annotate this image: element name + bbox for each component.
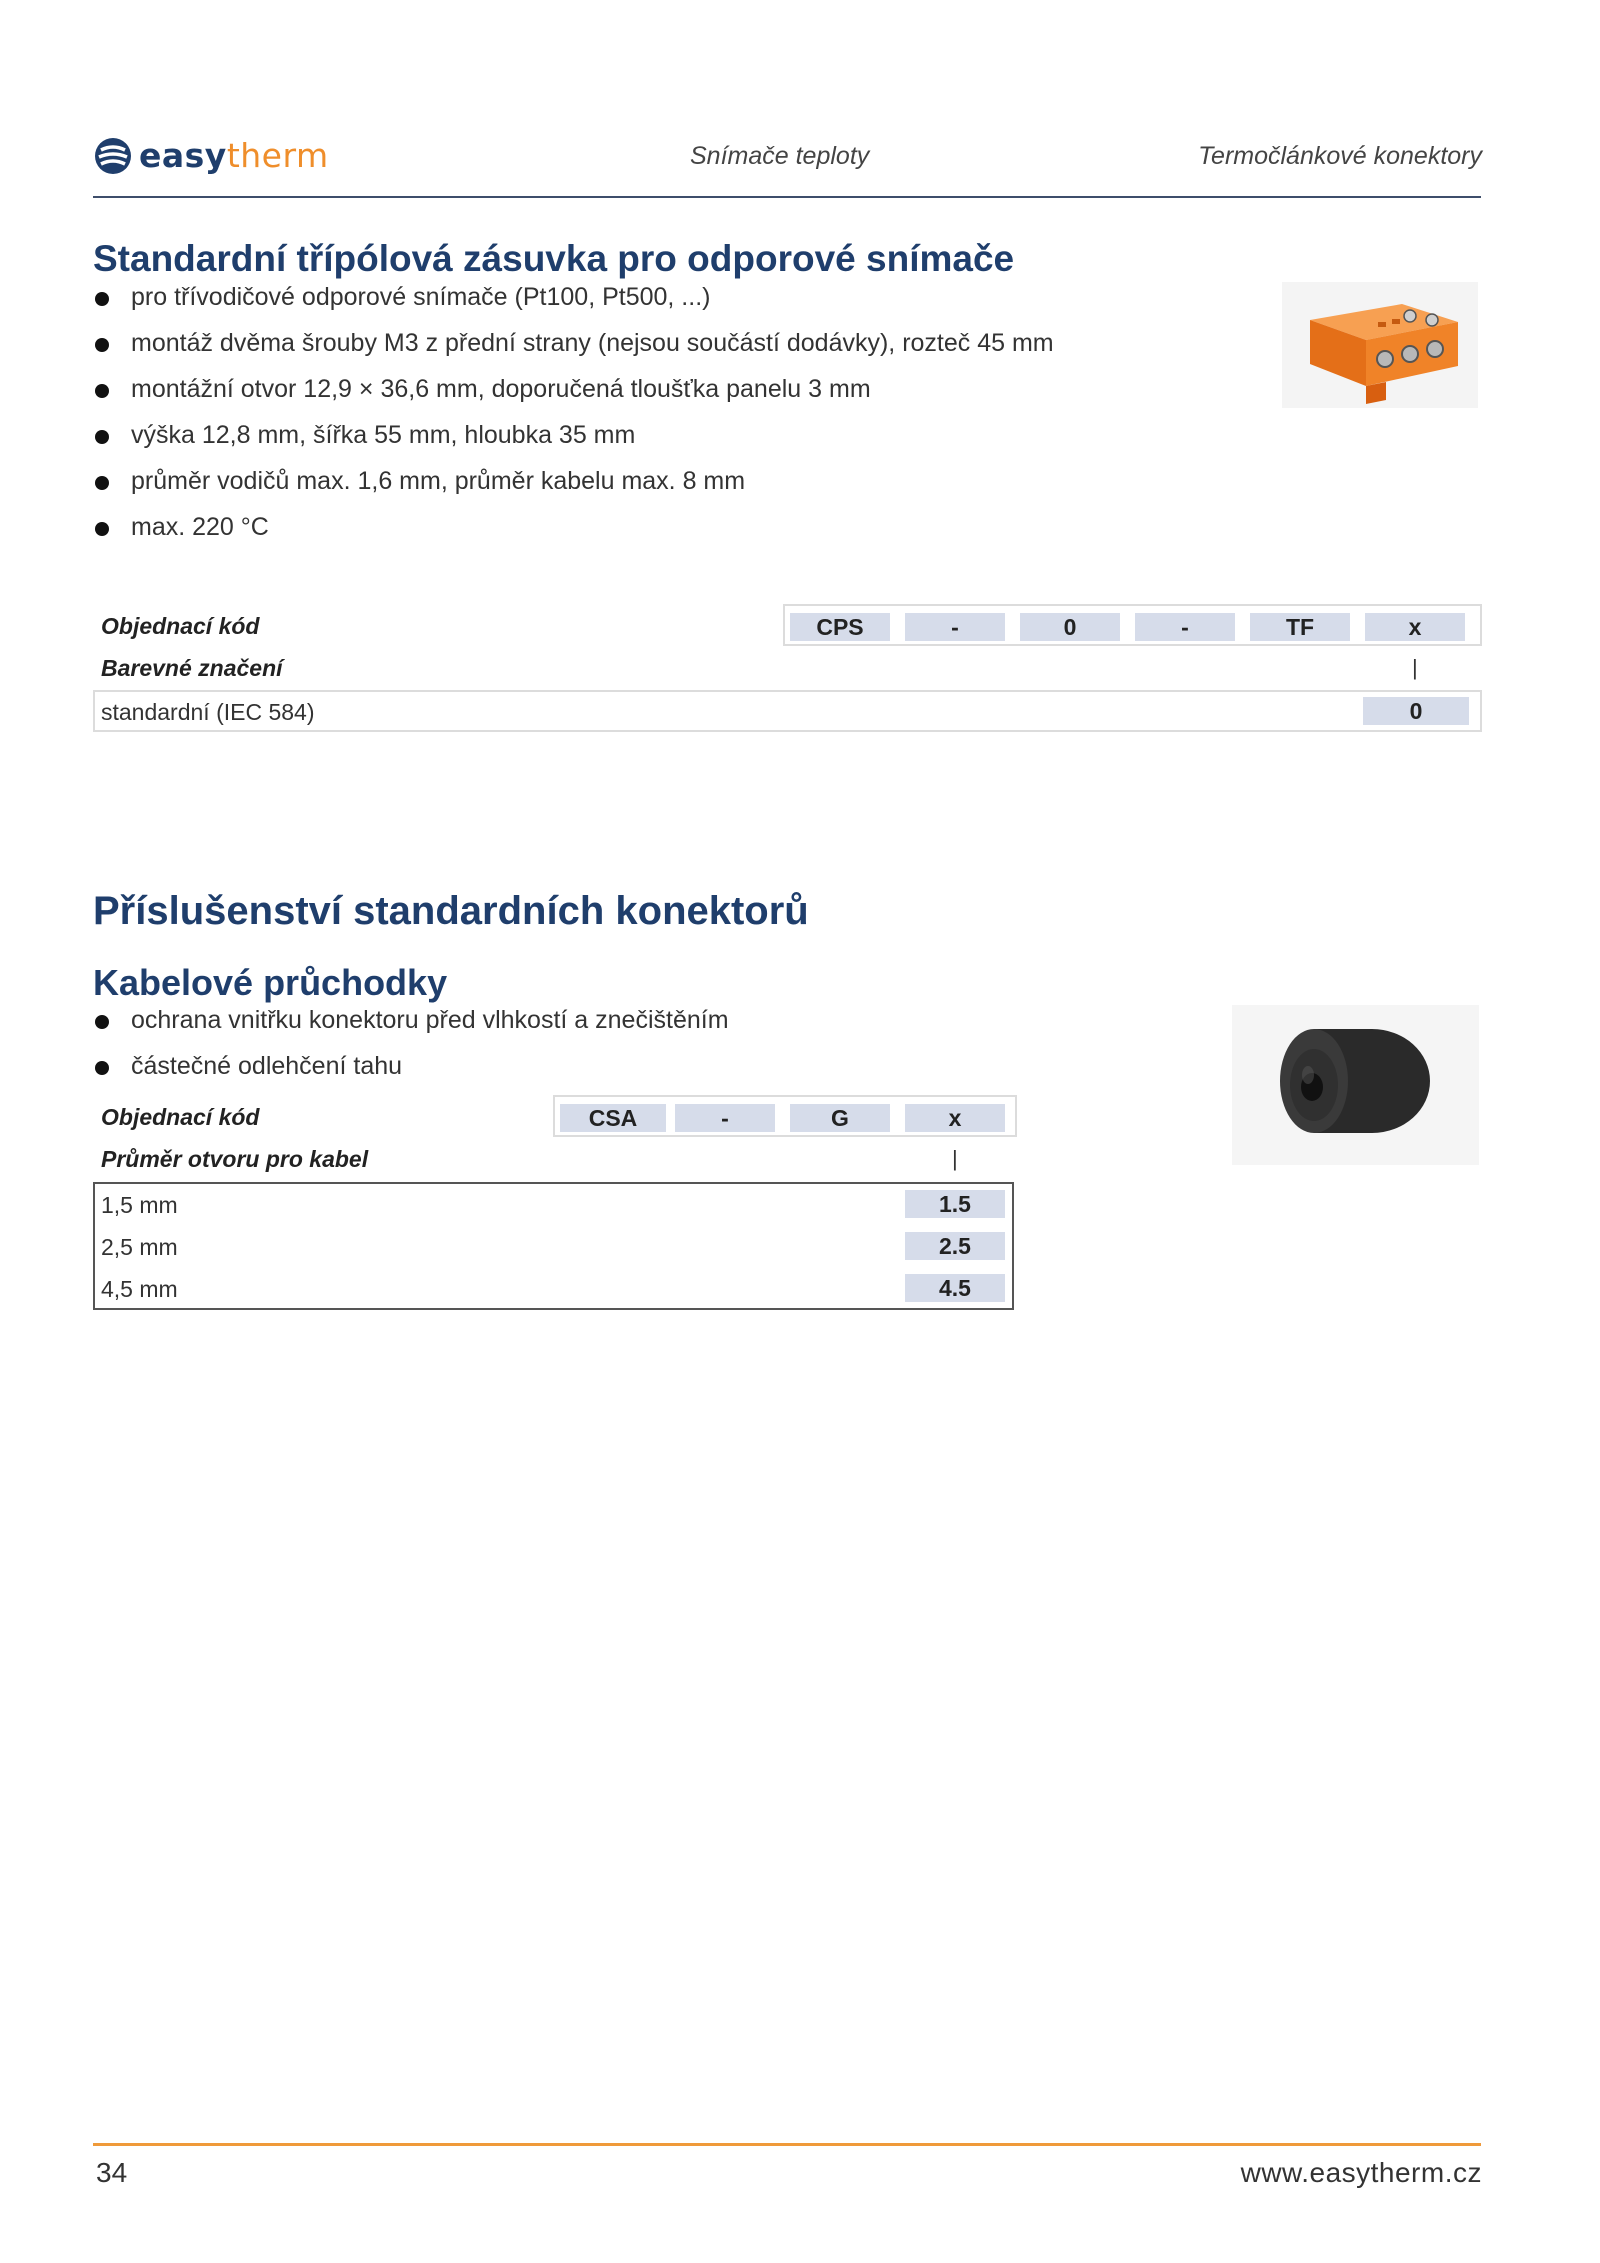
brand-logo bbox=[93, 136, 329, 176]
section1-title: Standardní třípólová zásuvka pro odporové snímače bbox=[93, 238, 1015, 279]
order-code-segment: - bbox=[675, 1104, 775, 1132]
order-code-segment: G bbox=[790, 1104, 890, 1132]
order-code-segment: CPS bbox=[790, 613, 890, 641]
order-code-label: Objednací kód bbox=[101, 613, 260, 639]
product-image-socket bbox=[1282, 282, 1478, 408]
option-code: 2.5 bbox=[905, 1232, 1005, 1260]
list-item: montážní otvor 12,9 × 36,6 mm, doporučená tloušťka panelu 3 mm bbox=[93, 374, 1243, 420]
list-item: montáž dvěma šrouby M3 z přední strany (nejsou součástí dodávky), rozteč 45 mm bbox=[93, 328, 1243, 374]
option-text: standardní (IEC 584) bbox=[101, 699, 315, 725]
logo-text bbox=[139, 136, 329, 176]
logo-therm: therm bbox=[226, 136, 329, 175]
cable-gland-icon bbox=[1232, 1005, 1479, 1165]
logo-easy: easy bbox=[139, 136, 227, 175]
order-code-segment: TF bbox=[1250, 613, 1350, 641]
list-item: výška 12,8 mm, šířka 55 mm, hloubka 35 mm bbox=[93, 420, 1243, 466]
order-code-segment: x bbox=[1365, 613, 1465, 641]
param-pipe: | bbox=[952, 1146, 958, 1171]
footer-divider bbox=[93, 2143, 1481, 2146]
order-code-box bbox=[553, 1095, 1017, 1137]
list-item: max. 220 °C bbox=[93, 512, 1243, 558]
option-code: 4.5 bbox=[905, 1274, 1005, 1302]
section1-bullet-list bbox=[93, 282, 1243, 558]
header-divider bbox=[93, 196, 1481, 198]
page-number: 34 bbox=[96, 2157, 128, 2188]
footer-website[interactable]: www.easytherm.cz bbox=[1240, 2157, 1482, 2188]
option-code: 1.5 bbox=[905, 1190, 1005, 1218]
header-category: Snímače teploty bbox=[690, 142, 870, 170]
option-text: 2,5 mm bbox=[101, 1234, 178, 1260]
list-item: průměr vodičů max. 1,6 mm, průměr kabelu max. 8 mm bbox=[93, 466, 1243, 512]
list-item: pro třívodičové odporové snímače (Pt100, Pt500, ...) bbox=[93, 282, 1243, 328]
section2-bullet-list bbox=[93, 1005, 853, 1097]
order-code-box bbox=[783, 604, 1482, 646]
order-code-segment: - bbox=[1135, 613, 1235, 641]
order-code-segment: CSA bbox=[560, 1104, 666, 1132]
section2-title: Příslušenství standardních konektorů bbox=[93, 889, 809, 933]
param-label: Barevné značení bbox=[101, 655, 283, 681]
option-row bbox=[93, 690, 1482, 732]
order-code-segment: x bbox=[905, 1104, 1005, 1132]
option-text: 1,5 mm bbox=[101, 1192, 178, 1218]
order-code-label: Objednací kód bbox=[101, 1104, 260, 1130]
orange-socket-icon bbox=[1282, 282, 1478, 408]
easytherm-logo-icon bbox=[93, 136, 133, 176]
list-item: částečné odlehčení tahu bbox=[93, 1051, 853, 1097]
order-code-segment: - bbox=[905, 613, 1005, 641]
order-code-segment: 0 bbox=[1020, 613, 1120, 641]
header-subcategory: Termočlánkové konektory bbox=[1198, 142, 1482, 170]
param-label: Průměr otvoru pro kabel bbox=[101, 1146, 369, 1172]
option-table bbox=[93, 1182, 1014, 1310]
option-code: 0 bbox=[1363, 697, 1469, 725]
option-text: 4,5 mm bbox=[101, 1276, 178, 1302]
product-image-gland bbox=[1232, 1005, 1479, 1165]
section2-subtitle: Kabelové průchodky bbox=[93, 962, 448, 1003]
param-pipe: | bbox=[1412, 655, 1418, 680]
list-item: ochrana vnitřku konektoru před vlhkostí a znečištěním bbox=[93, 1005, 853, 1051]
